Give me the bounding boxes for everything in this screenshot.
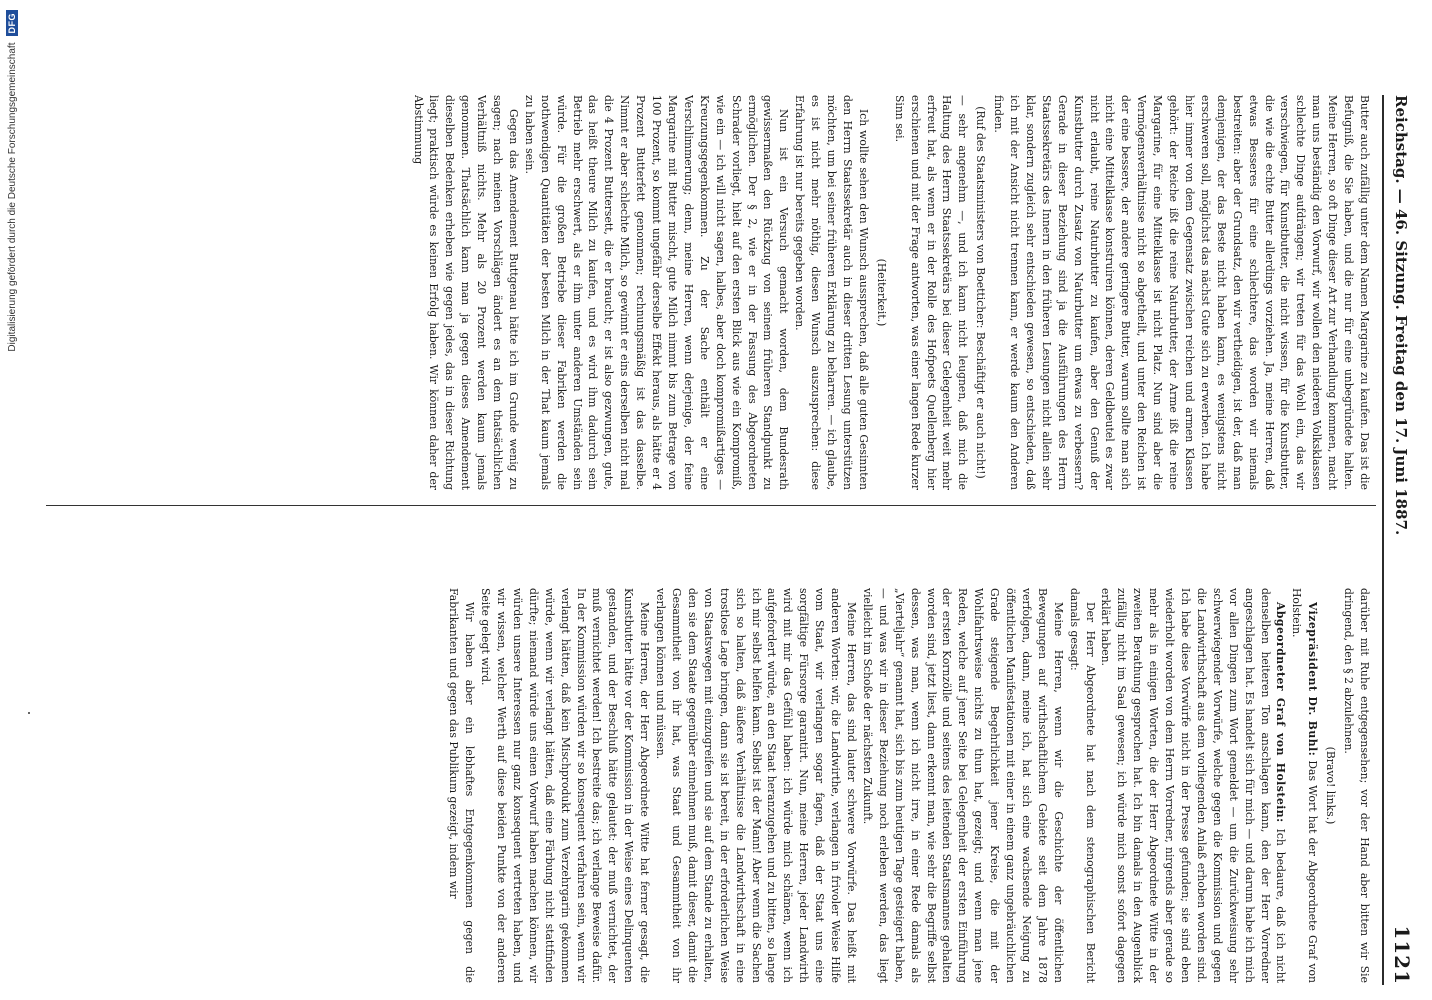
- running-head: [1388, 95, 1414, 985]
- paragraph: Meine Herren, das sind lauter schwere Vorwürfe. Das heißt mit anderen Worten: wir, die Landwirthe, verlangen in frivoler Weise Hilfe vom Staat, wir verlangen sogar fagen, daß der Staat uns eine sorgfältige Fürsorge garantirt. Nun, meine Herren, jeder Landwirth wird mit mir das Gefühl haben: ich würde mich schämen, wenn ich aufgefordert würde, an den Staat heranzugehen und zu bitten, so lange ich mir selbst helfen kann. Selbst ist der Mann! Aber wenn die Sachen sich so halten, daß äußere Verhältnisse die Landwirthschaft in eine trostlose Lage bringen, dann sie ist bereit, in der erforderlichen Weise von Staatswegen mit einzugreifen und sie auf dem Stande zu erhalten, den sie dem Staate gegenüber einnehmen muß, damit dieser, damit die Gesammtheit von ihr hat, was Staat und Gesammtheit von ihr verlangen können und müssen.: [654, 588, 858, 983]
- interjection: (Bravo! links.): [1324, 746, 1338, 825]
- quotation: Meine Herren, wenn wir die Geschichte der öffentlichen Bewegungen auf wirthschaftlichem Gebiete seit dem Jahre 1878 verfolgen, dann, meine ich, hat sich eine wachsende Neigung zu öffentlichen Manifestationen mit einer in einem ganz ungebräuchlichen Grade steigende Begehrlichkeit jener Kreise, die mit der Wohlfahrtsweise nichts zu thun hat, gezeigt; und wenn man jene Reden, welche auf jener Seite bei Gelegenheit der ersten Einführung der ersten Kornzölle und seitens des leitenden Staatsmannes gehalten worden sind, jetzt liest, dann erkennt man, wie sehr die Begriffe selbst dessen, was man, wenn ich nicht irre, in einer Rede damals als „Vierteljahr“ genannt hat, sich bis zum heutigen Tage gesteigert haben, — und was wir in dieser Beziehung noch erleben werden, das liegt vielleicht im Schoße der nächsten Zukunft.: [860, 588, 1065, 983]
- paragraph: Wir haben aber ein lebhaftes Entgegenkommen gegen die Fabrikanten und gegen das Publikum gezeigt, indem wir: [447, 588, 477, 983]
- speaker-text: Das Wort hat der Abgeordnete Graf von Holstein.: [1290, 588, 1320, 983]
- paragraph: Meine Herren, der Herr Abgeordnete Witte hat ferner gesagt, die Kunstbutter hätte vor der Kommission in der Weise eines Delinquenten gestanden, und der Beschluß hätte gelautet: der muß vernichtet, der muß vernichtet werden! Ich bestreite das; ich verlange Beweise dafür. In der Kommission würden wir so konsequent verfahren sein, wenn wir verlangt hätten, daß kein Mischprodukt zum Verzehrgarin gekommen würde, wenn wir verlangt hätten, daß eine Färbung nicht stattfinden dürfte; niemand würde uns einen Vorwurf haben machen können, wir würden unsere Interessen nur ganz konsequent vertreten haben, und wir wissen, welcher Werth auf diese beiden Punkte von der anderen Seite gelegt wird.: [479, 588, 652, 983]
- speaker-paragraph: [1098, 588, 1289, 983]
- speaker-label: Abgeordneter Graf von Holstein:: [1274, 602, 1288, 823]
- interjection: (Ruf des Staatsministers von Boetticher: Beschäftigt er auch nicht!): [974, 106, 988, 479]
- running-head-title: Reichstag. — 46. Sitzung. Freitag den 17. Juni 1887.: [1392, 95, 1410, 536]
- paragraph: Nun ist ein Versuch gemacht worden, dem Bundesrath gewissermaßen den Rückzug von seinem früheren Standpunkt zu ermöglichen. Der § 2, wie er in der Fassung des Abgeordneten Schrader vorliegt, hielt auf den ersten Blick aus wie ein Kompromiß, wie ein — ich will nicht sagen, halbes, aber doch kompromißartiges — Kreuzungsgegenkommen. Zu der Sache enthält er eine Verschlimmerung; denn, meine Herren, wenn derjenige, der feine Margarine mit Butter mischt, gute Milch nimmt bis zum Betrage von 100 Prozent, so kommt ungefähr derselbe Effekt heraus, als hätte er 4 Prozent Butterfett genommen; rechnungsmäßig ist das dasselbe. Nimmt er aber schlechte Milch, so gewinnt er eins derselben nicht mal die 4 Prozent Buttersett, die er braucht; er ist also gezwungen, gute, das heißt theure Milch zu kaufen, und es wird ihm dadurch sein Betrieb mehr erschwert, als er ihm unter anderen Umständen sein würde. Für die großen Betriebe dieser Fabriken werden die nothwendigen Quantitäten der besten Milch in der That kaum jemals zu haben sein.: [522, 95, 791, 490]
- column-divider: [46, 505, 1376, 506]
- speaker-paragraph: [1288, 588, 1320, 983]
- paragraph: — sehr angenehm —, und ich kann nicht leugnen, daß mich die Haltung des Herrn Staatssekretärs bei dieser Gelegenheit weit mehr erfreut hat, als wenn er in der Rolle des Hofpoets Quellenberg hier erschienen und mit der Frage antworten, was einer langen Rede kurzer Sinn sei.: [892, 95, 970, 490]
- paragraph: darüber mit Ruhe entgegensehen; vor der Hand aber bitten wir Sie dringend, den § 2 abzulehnen.: [1342, 588, 1371, 983]
- header-rule: [1382, 95, 1384, 985]
- right-column: [42, 588, 1372, 983]
- paragraph: Butter auch zufällig unter dem Namen Margarine zu kaufen. Das ist die Befugniß, die Sie haben, und die nur für eine unbegründete halten. Meine Herren, so oft Dinge dieser Art zur Verhandlung kommen, macht man uns beständig den Vorwurf, wir wollen den niederen Volksklassen schlechte Dinge aufdrängen; wir treten für das Wohl ein, das wir verschwiegen, für Kunstbutter, die nicht wissen, für die Kunstbutter, die wie die echte Butter allerdings vorziehen. Ja, meine Herren, daß etwas Besseres für eine schlechtere, das worden wir niemals bestreiten: aber der Grundsatz, den wir vertheidigen, ist der, daß man demjenigen, der das Beste nicht haben kann, es wenigstens nicht erschweren soll, möglichst das nächst Gute sich zu erwerben. Ich habe hier immer von dem Gegensatz zwischen reichen und armen Klassen gehört: der Reiche ißt die reine Naturbutter, der Arme ißt die reine Margarine, für eine Mittelklasse ist nicht Platz. Nun sind aber die Vermögensverhältnisse nicht so abgetheilt, und unter den Reichen ist der eine bessere, der andere geringere Butter, warum sollte man sich nicht eine Mittelklasse konstruiren können, deren Geldbeutel es zwar nicht erlaubt, reine Naturbutter zu kaufen, aber den Genuß der Kunstbutter durch Zusatz von Naturbutter um etwas zu verbessern? Gerade in dieser Beziehung sind ja die Ausführungen des Herrn Staatssekretärs des Innern in den früheren Lesungen nicht allein sehr klar, sondern zugleich sehr entschieden gewesen, so entschieden, daß ich mit der Ansicht nicht trennen kann, er werde kaum den Anderen finden.: [992, 95, 1371, 490]
- left-column: [42, 95, 1372, 490]
- paragraph: Ich wollte sehen den Wunsch aussprechen, daß alle guten Gesinnten den Herrn Staatssekretär auch in dieser dritten Lesung unterstützen möchten, um bei seiner früheren Erklärung zu beharren. — ich glaube, es ist nicht mehr nöthig, diesen Wunsch auszusprechen: diese Erfahrung ist nur bereits gegeben worden.: [793, 95, 870, 490]
- digitization-note: Digitalisierung gefördert durch die Deutsche Forschungsgemeinschaft: [6, 42, 18, 352]
- speaker-text: Ich bedaure, daß ich nicht denselben heiteren Ton anschlagen kann, den der Herr Vorredner angeschlagen hat. Es handelt sich für mich — und darum habe ich mich vor allen Dingen zum Wort gemeldet — um die Zurückweisung sehr schwerwiegender Vorwürfe, welche gegen die Kommission und gegen die Landwirthschaft aus dem vorliegenden Anlaß erhoben worden sind. Ich habe diese Vorwürfe nicht in der Presse gefunden; sie sind eben wiederholt worden von dem Herrn Vorredner, nirgends aber gerade so mehr als in einigen Worten, die der Herr Abgeordnete Witte in der zweiten Berathung gesprochen hat. Ich bin damals in den Augenblick zufällig nicht im Saal gewesen; ich würde mich sonst sofort dagegen erklärt haben.: [1099, 588, 1288, 983]
- speaker-label: Vizepräsident Dr. Buhl:: [1306, 602, 1320, 757]
- page-number: 1121: [1390, 925, 1414, 985]
- interjection: (Heiterkeit.): [874, 258, 888, 327]
- dfg-logo: DFG: [6, 10, 18, 37]
- paragraph: Der Herr Abgeordnete hat nach dem stenographischen Bericht damals gesagt:: [1067, 588, 1097, 983]
- paragraph: Gegen das Amendement Buttgenau hätte ich im Grunde wenig zu sagen; nach meinen Vorschlägen ändert es an dem thatsächlichen Verhältniß nichts. Mehr als 20 Prozent werden kaum jemals genommen. Thatsächlich kann man ja gegen dieses Amendement dieselben Bedenken erheben wie gegen jedes, das in dieser Richtung liegt; praktisch würde es keinen Erfolg haben. Wir können daher der Abstimmung: [411, 95, 520, 490]
